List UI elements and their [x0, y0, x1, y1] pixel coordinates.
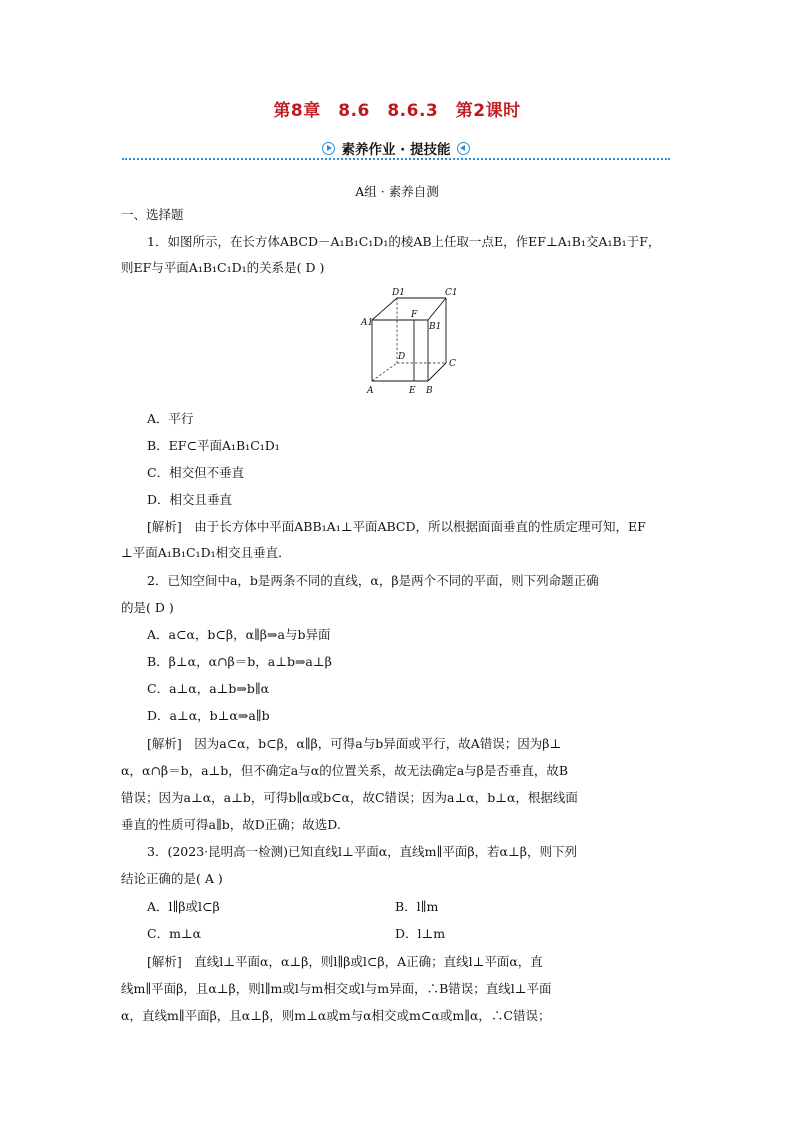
q1-option-c: C．相交但不垂直 — [147, 465, 245, 480]
group-title: A组 · 素养自测 — [355, 184, 439, 199]
q2-analysis-line-4: 垂直的性质可得a∥b，故D正确；故选D. — [121, 817, 341, 832]
q2-option-c: C．a⊥α，a⊥b⇒b∥α — [147, 681, 270, 696]
figure-label-F: F — [411, 310, 418, 320]
banner-divider — [122, 158, 670, 160]
q2-analysis-line-3: 错误；因为a⊥α，a⊥b，可得b∥α或b⊂α，故C错误；因为a⊥α，b⊥α，根据线面 — [121, 790, 578, 805]
figure-label-E: E — [409, 386, 416, 396]
q2-stem-line-2: 的是( D ) — [121, 600, 174, 615]
q2-option-d: D．a⊥α，b⊥α⇒a∥b — [147, 708, 270, 723]
q1-stem-line-2: 则EF与平面A₁B₁C₁D₁的关系是( D ) — [121, 260, 325, 275]
q3-option-a: A．l∥β或l⊂β — [147, 899, 220, 914]
q3-analysis-line-3: α，直线m∥平面β，且α⊥β，则m⊥α或m与α相交或m⊂α或m∥α，∴C错误； — [121, 1008, 551, 1023]
figure-label-A1: A1 — [361, 318, 374, 328]
q2-stem-line-1: 2．已知空间中a，b是两条不同的直线，α，β是两个不同的平面，则下列命题正确 — [147, 573, 599, 588]
banner-label: 素养作业 · 提技能 — [341, 142, 451, 158]
figure-label-A: A — [367, 386, 374, 396]
q1-analysis-line-1: [解析] 由于长方体中平面ABB₁A₁⊥平面ABCD，所以根据面面垂直的性质定理可知，EF — [147, 519, 646, 534]
q3-option-c: C．m⊥α — [147, 926, 202, 941]
q1-analysis-line-2: ⊥平面A₁B₁C₁D₁相交且垂直． — [121, 545, 291, 560]
cuboid-figure — [360, 284, 464, 400]
q3-analysis-line-2: 线m∥平面β，且α⊥β，则l∥m或l与m相交或l与m异面，∴B错误；直线l⊥平面 — [121, 981, 552, 996]
play-left-icon — [457, 142, 470, 155]
section-banner — [122, 136, 670, 158]
q3-stem-line-2: 结论正确的是( A ) — [121, 871, 223, 886]
q3-stem-line-1: 3．(2023·昆明高一检测)已知直线l⊥平面α，直线m∥平面β，若α⊥β，则下列 — [147, 844, 577, 859]
q1-stem-line-1: 1．如图所示，在长方体ABCD－A₁B₁C₁D₁的棱AB上任取一点E，作EF⊥A₁B₁交A₁B₁于F， — [147, 234, 661, 249]
q3-analysis-line-1: [解析] 直线l⊥平面α，α⊥β，则l∥β或l⊂β，A正确；直线l⊥平面α，直 — [147, 954, 543, 969]
q2-option-a: A．a⊂α，b⊂β，α∥β⇒a与b异面 — [147, 627, 331, 642]
figure-label-C: C — [449, 359, 456, 369]
figure-label-D1: D1 — [392, 288, 405, 298]
figure-label-D: D — [398, 352, 406, 362]
q3-option-b: B．l∥m — [395, 899, 439, 914]
q2-analysis-line-1: [解析] 因为a⊂α，b⊂β，α∥β，可得a与b异面或平行，故A错误；因为β⊥ — [147, 736, 562, 751]
q2-analysis-line-2: α，α∩β＝b，a⊥b，但不确定a与α的位置关系，故无法确定a与β是否垂直，故B — [121, 763, 569, 778]
figure-label-B: B — [426, 386, 433, 396]
play-right-icon — [322, 142, 335, 155]
section-heading: 一、选择题 — [121, 207, 184, 222]
q1-option-a: A．平行 — [147, 411, 194, 426]
q3-option-d: D．l⊥m — [395, 926, 446, 941]
q1-option-b: B．EF⊂平面A₁B₁C₁D₁ — [147, 438, 280, 453]
figure-label-B1: B1 — [429, 322, 442, 332]
figure-label-C1: C1 — [445, 288, 458, 298]
q2-option-b: B．β⊥α，α∩β＝b，a⊥b⇒a⊥β — [147, 654, 332, 669]
page-title: 第8章 8.6 8.6.3 第2课时 — [273, 101, 521, 121]
q1-option-d: D．相交且垂直 — [147, 492, 233, 507]
